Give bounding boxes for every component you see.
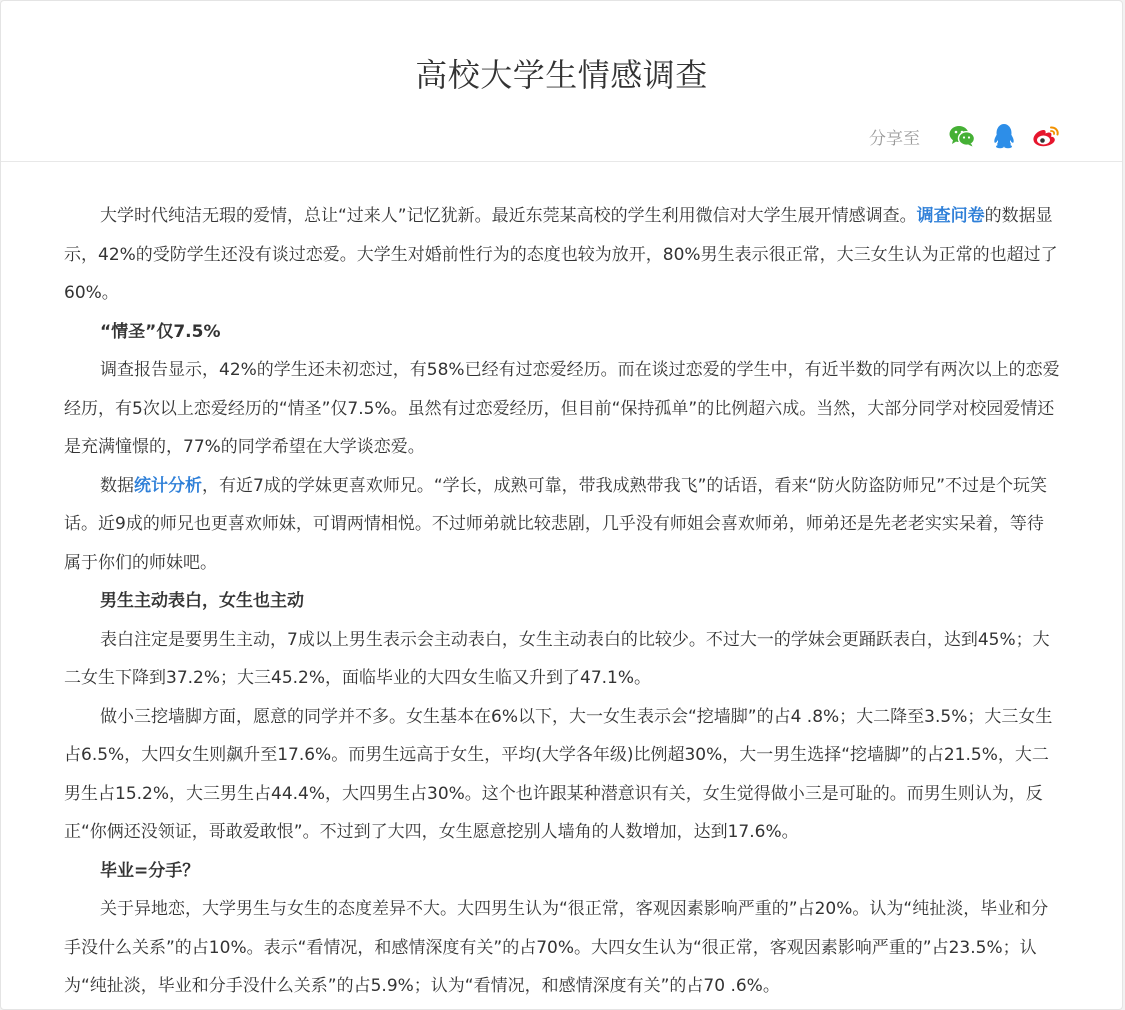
- share-label: 分享至: [869, 128, 920, 149]
- share-bar: [869, 122, 1060, 150]
- paragraph: 做小三挖墙脚方面，愿意的同学并不多。女生基本在6%以下，大一女生表示会“挖墙脚”的占4 .8%；大二降至3.5%；大三女生占6.5%，大四女生则飙升至17.6%。而男生远高于女生，平均(大学各年级)比例超30%，大一男生选择“挖墙脚”的占21.5%，大二男生占15.2%，大三男生占44.4%，大四男生占30%。这个也许跟某种潜意识有关，女生觉得做小三是可耻的。而男生则认为，反正“你俩还没领证，哥敢爱敢恨”。不过到了大四，女生愿意挖别人墙角的人数增加，达到17.6%。: [64, 706, 1053, 842]
- qq-icon[interactable]: [990, 122, 1018, 150]
- page-title: 高校大学生情感调查: [415, 56, 708, 94]
- paragraph-text: 数据: [100, 475, 134, 496]
- survey-questionnaire-link[interactable]: 调查问卷: [916, 206, 985, 226]
- paragraph: 表白注定是要男生主动，7成以上男生表示会主动表白，女生主动表白的比较少。不过大一的学妹会更踊跃表白，达到45%；大二女生下降到37.2%；大三45.2%，面临毕业的大四女生临又升到了47.1%。: [64, 629, 1050, 688]
- weibo-icon[interactable]: [1032, 122, 1060, 150]
- section-heading: 男生主动表白，女生也主动: [100, 591, 304, 611]
- section-heading: 毕业=分手？: [100, 860, 200, 881]
- paragraph-text: 大学时代纯洁无瑕的爱情，总让“过来人”记忆犹新。最近东莞某高校的学生利用微信对大学生展开情感调查。: [100, 206, 917, 226]
- paragraph-text: ，有近7成的学妹更喜欢师兄。“学长，成熟可靠，带我成熟带我飞”的话语，看来“防火防盗防师兄”不过是个玩笑话。近9成的师兄也更喜欢师妹，可谓两情相悦。不过师弟就比较悲剧，几乎没有师姐会喜欢师弟，师弟还是先老老实实呆着，等待属于你们的师妹吧。: [64, 475, 1048, 573]
- paragraph: [64, 197, 1060, 313]
- section-heading: “情圣”仅7.5%: [100, 321, 221, 342]
- paragraph: 关于异地恋，大学男生与女生的态度差异不大。大四男生认为“很正常，客观因素影响严重的”占20%。认为“纯扯淡，毕业和分手没什么关系”的占10%。表示“看情况，和感情深度有关”的占70%。大四女生认为“很正常，客观因素影响严重的”占23.5%；认为“纯扯淡，毕业和分手没什么关系”的占5.9%；认为“看情况，和感情深度有关”的占70 .6%。: [64, 899, 1049, 996]
- paragraph: 调查报告显示，42%的学生还未初恋过，有58%已经有过恋爱经历。而在谈过恋爱的学生中，有近半数的同学有两次以上的恋爱经历，有5次以上恋爱经历的“情圣”仅7.5%。虽然有过恋爱经历，但目前“保持孤单”的比例超六成。当然，大部分同学对校园爱情还是充满憧憬的，77%的同学希望在大学谈恋爱。: [64, 360, 1060, 457]
- wechat-icon[interactable]: [948, 122, 976, 150]
- paragraph-text: 的数据显示，42%的受防学生还没有谈过恋爱。大学生对婚前性行为的态度也较为放开，80%男生表示很正常，大三女生认为正常的也超过了60%。: [64, 206, 1058, 303]
- statistical-analysis-link[interactable]: 统计分析: [134, 475, 202, 496]
- article-header: [1, 1, 1122, 162]
- article-body: [64, 197, 1060, 1006]
- paragraph: [64, 467, 1060, 583]
